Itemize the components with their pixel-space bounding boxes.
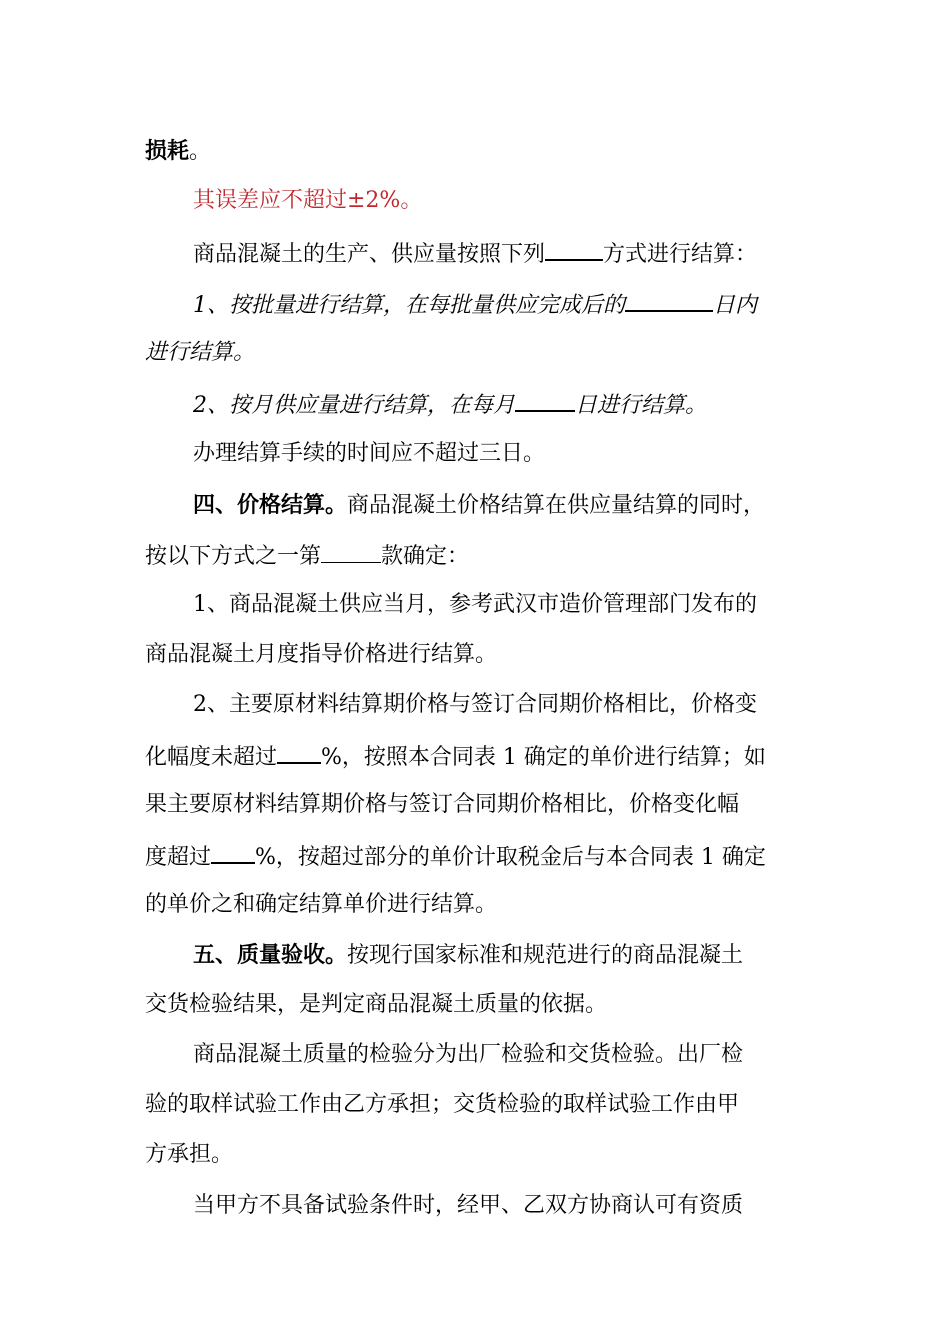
exceed-text: 度超过 bbox=[145, 845, 212, 870]
price-settlement-text: 商品混凝土价格结算在供应量结算的同时， bbox=[347, 493, 766, 518]
paragraph-material-price-line3: 果主要原材料结算期价格与签订合同期价格相比，价格变化幅 bbox=[145, 792, 740, 817]
quality-acceptance-text: 按现行国家标准和规范进行的商品混凝土 bbox=[347, 943, 744, 968]
paragraph-settlement-time: 办理结算手续的时间应不超过三日。 bbox=[193, 441, 546, 466]
paragraph-quality-acceptance-line1 bbox=[193, 940, 743, 970]
quality-acceptance-heading: 五、质量验收。 bbox=[193, 942, 348, 968]
material-price-text-end: %，按照本合同表 1 确定的单价进行结算；如 bbox=[321, 745, 766, 770]
price-clause-blank bbox=[321, 540, 381, 563]
paragraph-error-tolerance: 其误差应不超过±2%。 bbox=[193, 188, 423, 213]
change-limit-blank bbox=[277, 740, 321, 764]
price-settlement-heading: 四、价格结算。 bbox=[193, 492, 348, 518]
paragraph-batch-settlement-line1 bbox=[193, 288, 757, 318]
paragraph-testing-conditions-line1: 当甲方不具备试验条件时，经甲、乙双方协商认可有资质 bbox=[193, 1193, 744, 1218]
monthly-settlement-text-end: 日进行结算。 bbox=[575, 393, 708, 418]
paragraph-material-price-line4 bbox=[145, 840, 766, 870]
paragraph-inspection-line2: 验的取样试验工作由乙方承担；交货检验的取样试验工作由甲 bbox=[145, 1092, 740, 1117]
paragraph-inspection-line1: 商品混凝土质量的检验分为出厂检验和交货检验。出厂检 bbox=[193, 1042, 744, 1067]
settlement-method-blank bbox=[545, 237, 603, 261]
price-clause-text-end: 款确定： bbox=[381, 544, 470, 569]
paragraph-inspection-line3: 方承担。 bbox=[145, 1142, 234, 1167]
settlement-method-text: 商品混凝土的生产、供应量按照下列 bbox=[193, 242, 546, 267]
paragraph-monthly-settlement bbox=[193, 388, 707, 418]
paragraph-material-price-line2 bbox=[145, 740, 766, 770]
paragraph-material-price-line1: 2、主要原材料结算期价格与签订合同期价格相比，价格变 bbox=[193, 692, 757, 717]
paragraph-monthly-guide-line1: 1、商品混凝土供应当月，参考武汉市造价管理部门发布的 bbox=[193, 592, 757, 617]
material-price-text: 化幅度未超过 bbox=[145, 745, 278, 770]
paragraph-monthly-guide-line2: 商品混凝土月度指导价格进行结算。 bbox=[145, 642, 498, 667]
paragraph-batch-settlement-line2: 进行结算。 bbox=[145, 340, 256, 365]
settlement-method-text-end: 方式进行结算： bbox=[603, 242, 758, 267]
monthly-day-blank bbox=[515, 388, 575, 412]
paragraph-settlement-method bbox=[193, 237, 757, 267]
batch-days-blank bbox=[625, 288, 713, 312]
paragraph-material-price-line5: 的单价之和确定结算单价进行结算。 bbox=[145, 892, 498, 917]
loss-term: 损耗 bbox=[145, 138, 190, 164]
paragraph-quality-acceptance-line2: 交货检验结果，是判定商品混凝土质量的依据。 bbox=[145, 992, 608, 1017]
paragraph-price-settlement-line2 bbox=[145, 540, 469, 570]
paragraph-price-settlement-line1 bbox=[193, 490, 765, 520]
batch-settlement-text: 1、按批量进行结算，在每批量供应完成后的 bbox=[193, 293, 625, 318]
exceed-text-end: %，按超过部分的单价计取税金后与本合同表 1 确定 bbox=[255, 845, 766, 870]
monthly-settlement-text: 2、按月供应量进行结算，在每月 bbox=[193, 393, 515, 418]
exceed-limit-blank bbox=[211, 840, 255, 864]
paragraph-loss bbox=[145, 136, 211, 166]
loss-period: 。 bbox=[189, 139, 212, 164]
batch-settlement-text-end: 日内 bbox=[713, 293, 758, 318]
price-clause-text: 按以下方式之一第 bbox=[145, 544, 322, 569]
